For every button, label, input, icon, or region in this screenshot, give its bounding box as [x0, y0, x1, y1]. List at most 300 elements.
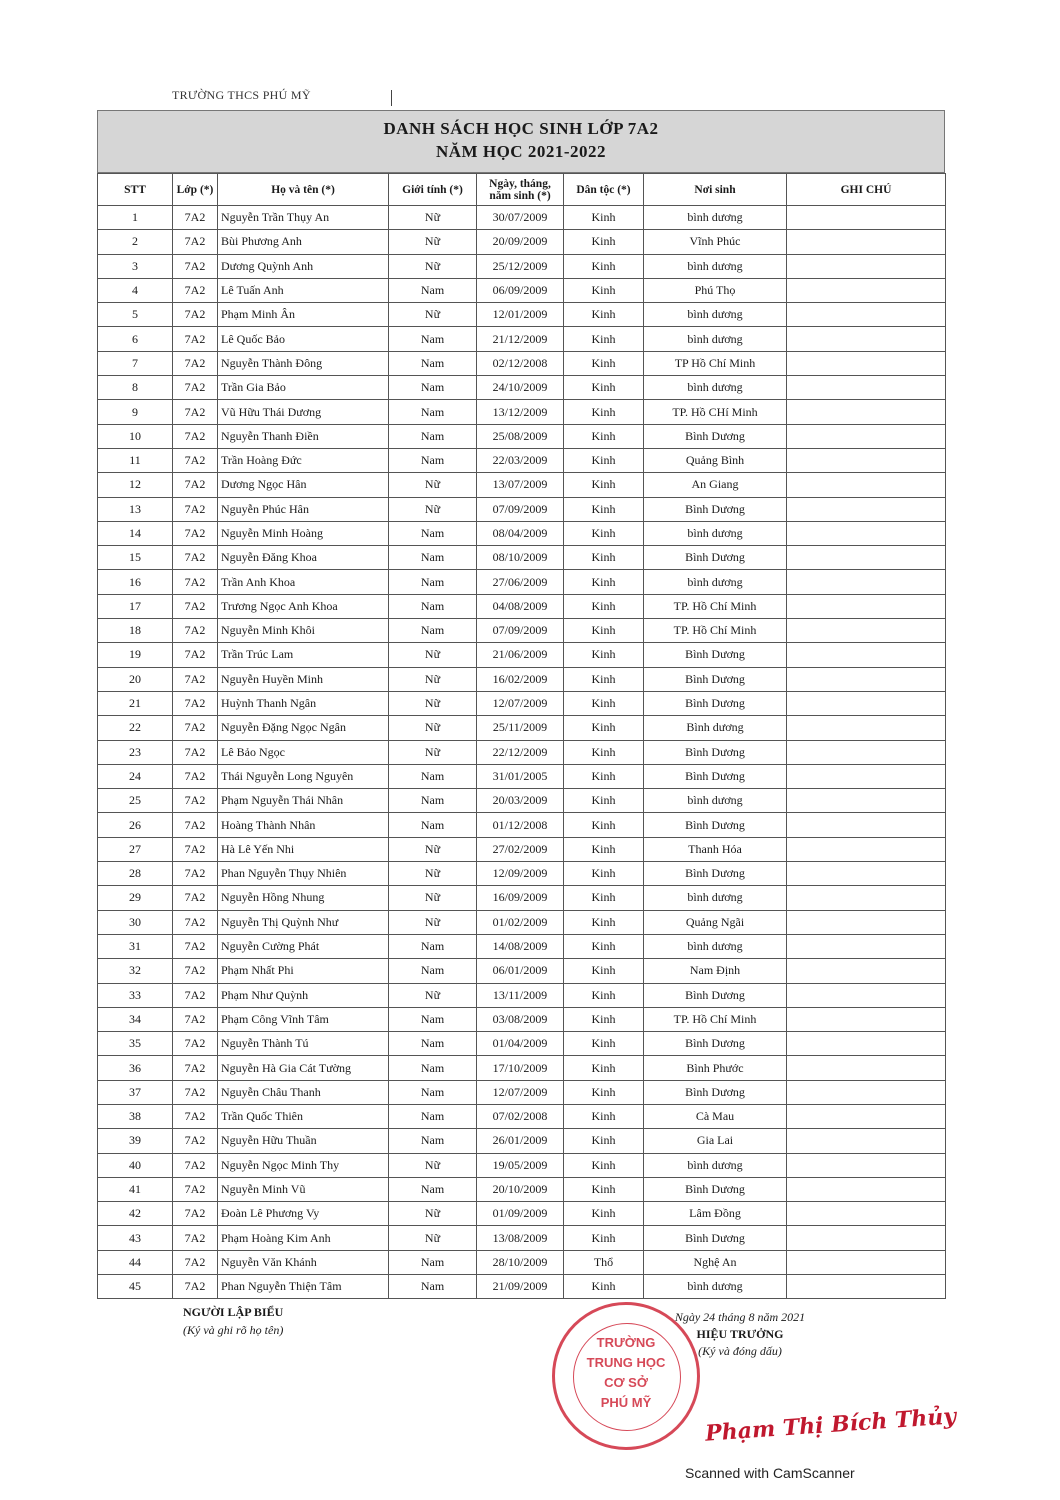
- name-cell: Nguyễn Minh Vũ: [218, 1177, 389, 1201]
- stt-cell: 6: [98, 327, 173, 351]
- birthplace-cell: Phú Thọ: [644, 278, 787, 302]
- name-cell: Nguyễn Thành Tú: [218, 1032, 389, 1056]
- ethnicity-cell: Kinh: [564, 643, 644, 667]
- ethnicity-cell: Kinh: [564, 594, 644, 618]
- ethnicity-cell: Kinh: [564, 910, 644, 934]
- name-cell: Trương Ngọc Anh Khoa: [218, 594, 389, 618]
- class-cell: 7A2: [173, 1250, 218, 1274]
- table-row: [98, 1080, 946, 1104]
- stt-cell: 29: [98, 886, 173, 910]
- ethnicity-cell: Kinh: [564, 1202, 644, 1226]
- class-cell: 7A2: [173, 886, 218, 910]
- name-cell: Nguyễn Đặng Ngọc Ngân: [218, 716, 389, 740]
- stt-cell: 31: [98, 934, 173, 958]
- class-cell: 7A2: [173, 1226, 218, 1250]
- birthdate-cell: 12/09/2009: [477, 862, 564, 886]
- birthplace-cell: bình dương: [644, 886, 787, 910]
- table-row: [98, 740, 946, 764]
- col-gender: Giới tính (*): [389, 174, 477, 206]
- name-cell: Lê Tuấn Anh: [218, 278, 389, 302]
- birthdate-cell: 12/07/2009: [477, 691, 564, 715]
- birthdate-cell: 31/01/2005: [477, 764, 564, 788]
- principal-title: HIỆU TRƯỞNG: [696, 1327, 784, 1341]
- birthdate-cell: 13/08/2009: [477, 1226, 564, 1250]
- name-cell: Lê Bảo Ngọc: [218, 740, 389, 764]
- stt-cell: 24: [98, 764, 173, 788]
- stt-cell: 35: [98, 1032, 173, 1056]
- stt-cell: 45: [98, 1275, 173, 1299]
- stt-cell: 5: [98, 303, 173, 327]
- gender-cell: Nam: [389, 570, 477, 594]
- gender-cell: Nam: [389, 424, 477, 448]
- gender-cell: Nam: [389, 351, 477, 375]
- note-cell: [787, 351, 946, 375]
- class-cell: 7A2: [173, 1032, 218, 1056]
- class-cell: 7A2: [173, 230, 218, 254]
- gender-cell: Nam: [389, 1032, 477, 1056]
- name-cell: Nguyễn Thị Quỳnh Như: [218, 910, 389, 934]
- class-cell: 7A2: [173, 959, 218, 983]
- class-cell: 7A2: [173, 570, 218, 594]
- gender-cell: Nam: [389, 1250, 477, 1274]
- table-row: [98, 764, 946, 788]
- table-row: [98, 667, 946, 691]
- birthdate-cell: 01/12/2008: [477, 813, 564, 837]
- ethnicity-cell: Kinh: [564, 764, 644, 788]
- class-cell: 7A2: [173, 1007, 218, 1031]
- name-cell: Hà Lê Yến Nhi: [218, 837, 389, 861]
- note-cell: [787, 1177, 946, 1201]
- class-cell: 7A2: [173, 837, 218, 861]
- stamp-line: CƠ SỞ: [604, 1375, 648, 1390]
- gender-cell: Nữ: [389, 643, 477, 667]
- stt-cell: 19: [98, 643, 173, 667]
- name-cell: Nguyễn Cường Phát: [218, 934, 389, 958]
- class-cell: 7A2: [173, 376, 218, 400]
- birthdate-cell: 26/01/2009: [477, 1129, 564, 1153]
- principal-signature: Phạm Thị Bích Thủy: [704, 1403, 957, 1447]
- note-cell: [787, 740, 946, 764]
- note-cell: [787, 716, 946, 740]
- ethnicity-cell: Kinh: [564, 303, 644, 327]
- name-cell: Phan Nguyễn Thiện Tâm: [218, 1275, 389, 1299]
- ethnicity-cell: Kinh: [564, 521, 644, 545]
- birthplace-cell: Lâm Đồng: [644, 1202, 787, 1226]
- gender-cell: Nữ: [389, 983, 477, 1007]
- birthplace-cell: TP Hồ Chí Minh: [644, 351, 787, 375]
- note-cell: [787, 206, 946, 230]
- ethnicity-cell: Kinh: [564, 789, 644, 813]
- table-row: [98, 424, 946, 448]
- stt-cell: 34: [98, 1007, 173, 1031]
- page-title: DANH SÁCH HỌC SINH LỚP 7A2: [383, 119, 659, 138]
- class-cell: 7A2: [173, 1202, 218, 1226]
- table-row: [98, 473, 946, 497]
- name-cell: Phạm Nhất Phi: [218, 959, 389, 983]
- birthplace-cell: bình dương: [644, 1275, 787, 1299]
- ethnicity-cell: Thổ: [564, 1250, 644, 1274]
- table-row: [98, 1007, 946, 1031]
- table-row: [98, 570, 946, 594]
- name-cell: Nguyễn Hà Gia Cát Tường: [218, 1056, 389, 1080]
- birthplace-cell: Bình Dương: [644, 643, 787, 667]
- name-cell: Phan Nguyễn Thụy Nhiên: [218, 862, 389, 886]
- note-cell: [787, 473, 946, 497]
- ethnicity-cell: Kinh: [564, 254, 644, 278]
- class-cell: 7A2: [173, 400, 218, 424]
- divider: [391, 90, 392, 106]
- ethnicity-cell: Kinh: [564, 497, 644, 521]
- class-cell: 7A2: [173, 594, 218, 618]
- ethnicity-cell: Kinh: [564, 278, 644, 302]
- name-cell: Nguyễn Huyền Minh: [218, 667, 389, 691]
- ethnicity-cell: Kinh: [564, 546, 644, 570]
- ethnicity-cell: Kinh: [564, 400, 644, 424]
- note-cell: [787, 789, 946, 813]
- ethnicity-cell: Kinh: [564, 351, 644, 375]
- class-cell: 7A2: [173, 934, 218, 958]
- ethnicity-cell: Kinh: [564, 1275, 644, 1299]
- gender-cell: Nam: [389, 1056, 477, 1080]
- birthplace-cell: TP. Hồ Chí Minh: [644, 619, 787, 643]
- name-cell: Trần Anh Khoa: [218, 570, 389, 594]
- note-cell: [787, 254, 946, 278]
- birthplace-cell: bình dương: [644, 789, 787, 813]
- note-cell: [787, 886, 946, 910]
- gender-cell: Nam: [389, 813, 477, 837]
- birthplace-cell: Bình Phước: [644, 1056, 787, 1080]
- school-name: TRƯỜNG THCS PHÚ MỸ: [172, 88, 311, 102]
- student-table: [97, 173, 946, 1299]
- table-row: [98, 278, 946, 302]
- ethnicity-cell: Kinh: [564, 837, 644, 861]
- stt-cell: 40: [98, 1153, 173, 1177]
- name-cell: Phạm Minh Ân: [218, 303, 389, 327]
- ethnicity-cell: Kinh: [564, 570, 644, 594]
- birthdate-cell: 08/04/2009: [477, 521, 564, 545]
- principal-block: [640, 1310, 840, 1359]
- class-cell: 7A2: [173, 303, 218, 327]
- stt-cell: 26: [98, 813, 173, 837]
- birthdate-cell: 01/09/2009: [477, 1202, 564, 1226]
- name-cell: Nguyễn Thành Đông: [218, 351, 389, 375]
- name-cell: Đoàn Lê Phương Vy: [218, 1202, 389, 1226]
- gender-cell: Nam: [389, 764, 477, 788]
- note-cell: [787, 521, 946, 545]
- class-cell: 7A2: [173, 764, 218, 788]
- stt-cell: 17: [98, 594, 173, 618]
- name-cell: Nguyễn Thanh Điền: [218, 424, 389, 448]
- birthplace-cell: bình dương: [644, 327, 787, 351]
- note-cell: [787, 862, 946, 886]
- birthdate-cell: 13/11/2009: [477, 983, 564, 1007]
- note-cell: [787, 327, 946, 351]
- gender-cell: Nam: [389, 448, 477, 472]
- ethnicity-cell: Kinh: [564, 716, 644, 740]
- gender-cell: Nữ: [389, 230, 477, 254]
- birthdate-cell: 25/11/2009: [477, 716, 564, 740]
- ethnicity-cell: Kinh: [564, 1129, 644, 1153]
- stt-cell: 18: [98, 619, 173, 643]
- name-cell: Nguyễn Ngọc Minh Thy: [218, 1153, 389, 1177]
- birthdate-cell: 27/06/2009: [477, 570, 564, 594]
- ethnicity-cell: Kinh: [564, 813, 644, 837]
- table-row: [98, 934, 946, 958]
- birthdate-cell: 01/02/2009: [477, 910, 564, 934]
- name-cell: Nguyễn Đăng Khoa: [218, 546, 389, 570]
- class-cell: 7A2: [173, 910, 218, 934]
- note-cell: [787, 1056, 946, 1080]
- stt-cell: 28: [98, 862, 173, 886]
- birthplace-cell: Bình Dương: [644, 691, 787, 715]
- note-cell: [787, 278, 946, 302]
- table-row: [98, 594, 946, 618]
- gender-cell: Nam: [389, 1275, 477, 1299]
- ethnicity-cell: Kinh: [564, 1177, 644, 1201]
- class-cell: 7A2: [173, 619, 218, 643]
- col-stt: STT: [98, 174, 173, 206]
- birthplace-cell: Bình Dương: [644, 546, 787, 570]
- note-cell: [787, 959, 946, 983]
- table-body: [98, 206, 946, 1299]
- name-cell: Thái Nguyễn Long Nguyên: [218, 764, 389, 788]
- note-cell: [787, 424, 946, 448]
- table-row: [98, 206, 946, 230]
- birthplace-cell: bình dương: [644, 934, 787, 958]
- birthplace-cell: An Giang: [644, 473, 787, 497]
- note-cell: [787, 376, 946, 400]
- birthdate-cell: 17/10/2009: [477, 1056, 564, 1080]
- birthdate-cell: 13/07/2009: [477, 473, 564, 497]
- table-row: [98, 254, 946, 278]
- gender-cell: Nam: [389, 1104, 477, 1128]
- class-cell: 7A2: [173, 448, 218, 472]
- table-row: [98, 910, 946, 934]
- ethnicity-cell: Kinh: [564, 983, 644, 1007]
- col-ethnicity: Dân tộc (*): [564, 174, 644, 206]
- table-row: [98, 862, 946, 886]
- stt-cell: 3: [98, 254, 173, 278]
- table-row: [98, 303, 946, 327]
- ethnicity-cell: Kinh: [564, 1153, 644, 1177]
- ethnicity-cell: Kinh: [564, 862, 644, 886]
- col-birthplace: Nơi sinh: [644, 174, 787, 206]
- class-cell: 7A2: [173, 667, 218, 691]
- note-cell: [787, 691, 946, 715]
- class-cell: 7A2: [173, 1275, 218, 1299]
- gender-cell: Nam: [389, 789, 477, 813]
- name-cell: Nguyễn Hữu Thuần: [218, 1129, 389, 1153]
- birthplace-cell: TP. Hồ Chí Minh: [644, 594, 787, 618]
- birthplace-cell: bình dương: [644, 303, 787, 327]
- ethnicity-cell: Kinh: [564, 1104, 644, 1128]
- stt-cell: 33: [98, 983, 173, 1007]
- table-row: [98, 1153, 946, 1177]
- birthdate-cell: 04/08/2009: [477, 594, 564, 618]
- scanner-watermark: Scanned with CamScanner: [685, 1465, 855, 1481]
- birthplace-cell: Bình Dương: [644, 983, 787, 1007]
- birthdate-cell: 13/12/2009: [477, 400, 564, 424]
- table-row: [98, 400, 946, 424]
- gender-cell: Nam: [389, 376, 477, 400]
- stt-cell: 36: [98, 1056, 173, 1080]
- birthplace-cell: bình dương: [644, 206, 787, 230]
- table-row: [98, 716, 946, 740]
- table-row: [98, 376, 946, 400]
- stt-cell: 4: [98, 278, 173, 302]
- stt-cell: 20: [98, 667, 173, 691]
- birthdate-cell: 01/04/2009: [477, 1032, 564, 1056]
- class-cell: 7A2: [173, 813, 218, 837]
- class-cell: 7A2: [173, 351, 218, 375]
- name-cell: Nguyễn Trần Thụy An: [218, 206, 389, 230]
- birthdate-cell: 25/08/2009: [477, 424, 564, 448]
- stt-cell: 14: [98, 521, 173, 545]
- col-class: Lớp (*): [173, 174, 218, 206]
- birthdate-cell: 07/09/2009: [477, 497, 564, 521]
- note-cell: [787, 1080, 946, 1104]
- birthplace-cell: Vĩnh Phúc: [644, 230, 787, 254]
- table-row: [98, 351, 946, 375]
- stt-cell: 21: [98, 691, 173, 715]
- name-cell: Phạm Hoàng Kim Anh: [218, 1226, 389, 1250]
- name-cell: Dương Ngọc Hân: [218, 473, 389, 497]
- table-row: [98, 959, 946, 983]
- birthdate-cell: 20/09/2009: [477, 230, 564, 254]
- gender-cell: Nam: [389, 1080, 477, 1104]
- stt-cell: 11: [98, 448, 173, 472]
- col-birthdate: Ngày, tháng, năm sinh (*): [477, 174, 564, 206]
- gender-cell: Nữ: [389, 497, 477, 521]
- gender-cell: Nam: [389, 400, 477, 424]
- table-row: [98, 1250, 946, 1274]
- note-cell: [787, 1275, 946, 1299]
- gender-cell: Nam: [389, 1177, 477, 1201]
- birthplace-cell: Bình Dương: [644, 1032, 787, 1056]
- class-cell: 7A2: [173, 497, 218, 521]
- birthplace-cell: Bình Dương: [644, 740, 787, 764]
- ethnicity-cell: Kinh: [564, 1080, 644, 1104]
- note-cell: [787, 910, 946, 934]
- school-year: NĂM HỌC 2021-2022: [436, 142, 606, 161]
- birthplace-cell: Bình Dương: [644, 813, 787, 837]
- birthdate-cell: 02/12/2008: [477, 351, 564, 375]
- gender-cell: Nam: [389, 278, 477, 302]
- stt-cell: 37: [98, 1080, 173, 1104]
- note-cell: [787, 667, 946, 691]
- table-row: [98, 1056, 946, 1080]
- stt-cell: 16: [98, 570, 173, 594]
- col-note: GHI CHÚ: [787, 174, 946, 206]
- ethnicity-cell: Kinh: [564, 206, 644, 230]
- table-row: [98, 546, 946, 570]
- stt-cell: 1: [98, 206, 173, 230]
- stt-cell: 8: [98, 376, 173, 400]
- note-cell: [787, 837, 946, 861]
- gender-cell: Nữ: [389, 691, 477, 715]
- gender-cell: Nữ: [389, 254, 477, 278]
- class-cell: 7A2: [173, 206, 218, 230]
- gender-cell: Nữ: [389, 740, 477, 764]
- ethnicity-cell: Kinh: [564, 424, 644, 448]
- birthdate-cell: 03/08/2009: [477, 1007, 564, 1031]
- birthdate-cell: 08/10/2009: [477, 546, 564, 570]
- birthplace-cell: bình dương: [644, 521, 787, 545]
- gender-cell: Nữ: [389, 837, 477, 861]
- ethnicity-cell: Kinh: [564, 667, 644, 691]
- gender-cell: Nam: [389, 934, 477, 958]
- birthplace-cell: Quảng Bình: [644, 448, 787, 472]
- name-cell: Nguyễn Văn Khánh: [218, 1250, 389, 1274]
- birthplace-cell: TP. Hồ CHí Minh: [644, 400, 787, 424]
- note-cell: [787, 619, 946, 643]
- birthdate-cell: 21/12/2009: [477, 327, 564, 351]
- class-cell: 7A2: [173, 254, 218, 278]
- preparer-block: [183, 1305, 283, 1338]
- stt-cell: 15: [98, 546, 173, 570]
- gender-cell: Nam: [389, 594, 477, 618]
- ethnicity-cell: Kinh: [564, 327, 644, 351]
- birthplace-cell: Cà Mau: [644, 1104, 787, 1128]
- name-cell: Trần Trúc Lam: [218, 643, 389, 667]
- birthdate-cell: 06/09/2009: [477, 278, 564, 302]
- note-cell: [787, 1104, 946, 1128]
- stt-cell: 12: [98, 473, 173, 497]
- birthdate-cell: 28/10/2009: [477, 1250, 564, 1274]
- class-cell: 7A2: [173, 643, 218, 667]
- ethnicity-cell: Kinh: [564, 619, 644, 643]
- name-cell: Nguyễn Hồng Nhung: [218, 886, 389, 910]
- birthdate-cell: 19/05/2009: [477, 1153, 564, 1177]
- birthdate-cell: 12/07/2009: [477, 1080, 564, 1104]
- stt-cell: 9: [98, 400, 173, 424]
- birthdate-cell: 07/02/2008: [477, 1104, 564, 1128]
- ethnicity-cell: Kinh: [564, 448, 644, 472]
- birthplace-cell: Nghệ An: [644, 1250, 787, 1274]
- stt-cell: 38: [98, 1104, 173, 1128]
- stt-cell: 30: [98, 910, 173, 934]
- birthdate-cell: 16/02/2009: [477, 667, 564, 691]
- birthdate-cell: 24/10/2009: [477, 376, 564, 400]
- table-row: [98, 327, 946, 351]
- name-cell: Trần Gia Bảo: [218, 376, 389, 400]
- stamp-line: TRUNG HỌC: [586, 1355, 666, 1370]
- title-box: [97, 110, 945, 173]
- note-cell: [787, 983, 946, 1007]
- note-cell: [787, 1007, 946, 1031]
- name-cell: Nguyễn Minh Hoàng: [218, 521, 389, 545]
- preparer-title: NGƯỜI LẬP BIỂU: [183, 1305, 284, 1319]
- stt-cell: 10: [98, 424, 173, 448]
- birthplace-cell: Bình Dương: [644, 1080, 787, 1104]
- birthdate-cell: 22/12/2009: [477, 740, 564, 764]
- gender-cell: Nữ: [389, 862, 477, 886]
- table-row: [98, 1275, 946, 1299]
- birthplace-cell: Bình Dương: [644, 667, 787, 691]
- class-cell: 7A2: [173, 521, 218, 545]
- table-row: [98, 813, 946, 837]
- birthdate-cell: 16/09/2009: [477, 886, 564, 910]
- birthplace-cell: bình dương: [644, 570, 787, 594]
- stt-cell: 41: [98, 1177, 173, 1201]
- class-cell: 7A2: [173, 1056, 218, 1080]
- stt-cell: 42: [98, 1202, 173, 1226]
- name-cell: Nguyễn Minh Khôi: [218, 619, 389, 643]
- birthplace-cell: Bình Dương: [644, 497, 787, 521]
- ethnicity-cell: Kinh: [564, 1226, 644, 1250]
- stt-cell: 7: [98, 351, 173, 375]
- note-cell: [787, 1129, 946, 1153]
